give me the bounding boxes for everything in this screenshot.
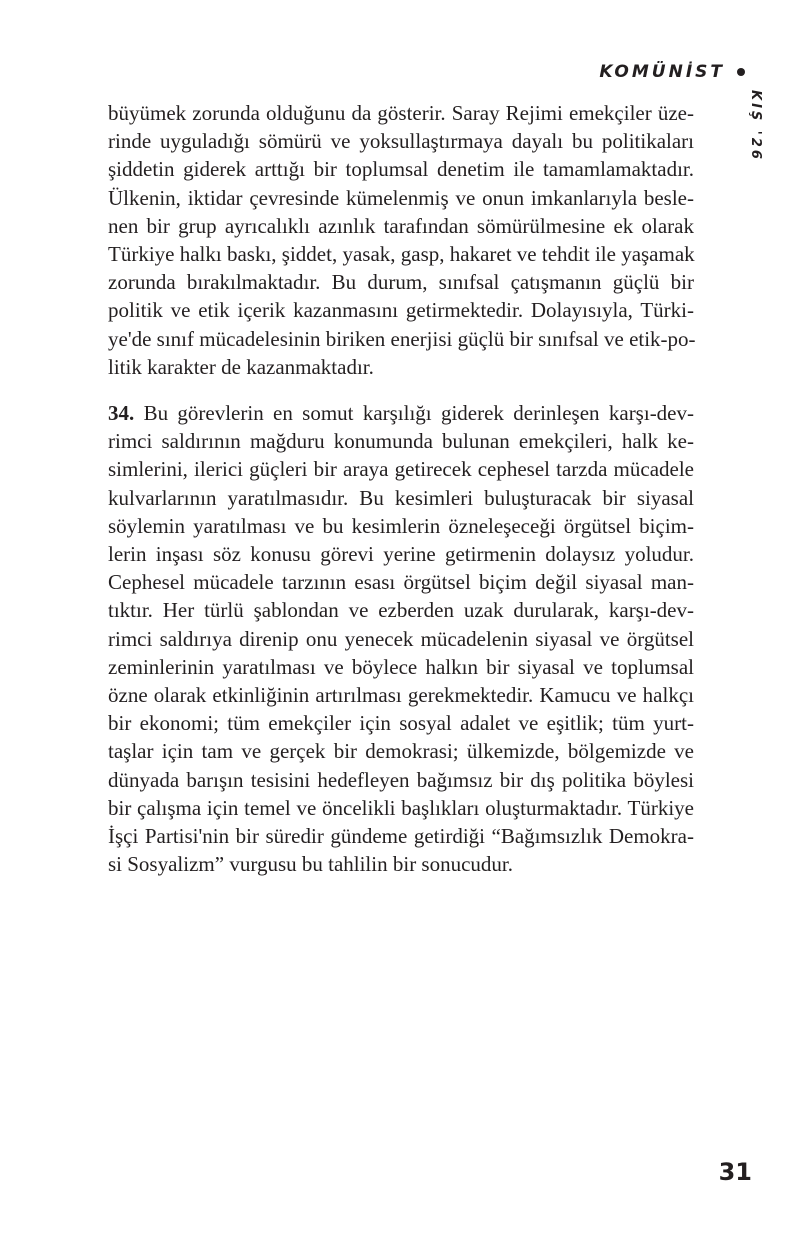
- text-line-first: [108, 399, 694, 427]
- text-line: büyümek zorunda olduğunu da gösterir. Saray Rejimi emekçiler üze-: [108, 101, 694, 125]
- text-line: zorunda bırakılmaktadır. Bu durum, sınıfsal çatışmanın güçlü bir: [108, 270, 694, 295]
- text-line: rimci saldırının mağduru konumunda bulunan emekçileri, halk ke-: [108, 429, 694, 454]
- text-line: Türkiye halkı baskı, şiddet, yasak, gasp, hakaret ve tehdit ile yaşamak: [108, 242, 695, 267]
- paragraph-34: [108, 399, 694, 878]
- text-line: bir ekonomi; tüm emekçiler için sosyal adalet ve eşitlik; tüm yurt-: [108, 711, 694, 736]
- text-line: ye'de sınıf mücadelesinin biriken enerjisi güçlü bir sınıfsal ve etik-po-: [108, 326, 696, 351]
- text-line: söylemin yaratılması ve bu kesimlerin özneleşeceği örgütsel biçim-: [108, 513, 694, 538]
- text-line: dünyada barışın tesisini hedefleyen bağımsız bir dış politika böylesi: [108, 767, 694, 792]
- text-line: nen bir grup ayrıcalıklı azınlık tarafından sömürülmesine ek olarak: [108, 213, 694, 238]
- publication-title: KOMÜNİST: [599, 62, 725, 82]
- text-line: İşçi Partisi'nin bir süredir gündeme getirdiği “Bağımsızlık Demokra-: [108, 824, 694, 849]
- text-line: rimci saldırıya direnip onu yenecek mücadelenin siyasal ve örgütsel: [108, 626, 694, 651]
- text-line: litik karakter de kazanmaktadır.: [108, 354, 374, 379]
- bullet-dot-icon: [737, 68, 745, 76]
- text-line: şiddetin giderek arttığı bir toplumsal denetim ile tamamlamaktadır.: [108, 157, 694, 182]
- text-line: politik ve etik içerik kazanmasını getirmektedir. Dolayısıyla, Türki-: [108, 298, 694, 323]
- text-line: zeminlerinin yaratılması ve böylece halkın bir siyasal ve toplumsal: [108, 654, 694, 679]
- text-line: rinde uyguladığı sömürü ve yoksullaştırmaya dayalı bu politikaları: [108, 129, 694, 154]
- text-line: simlerini, ilerici güçleri bir araya getirecek cephesel tarzda mücadele: [108, 457, 694, 482]
- text-line: Ülkenin, iktidar çevresinde kümelenmiş ve onun imkanlarıyla besle-: [108, 185, 694, 210]
- body-text: [108, 99, 694, 878]
- text-line: tıktır. Her türlü şablondan ve ezberden uzak durularak, karşı-dev-: [108, 598, 694, 623]
- issue-label: KIŞ '26: [748, 90, 763, 162]
- paragraph-spacer: [108, 381, 694, 399]
- text-line: taşlar için tam ve gerçek bir demokrasi; ülkemizde, bölgemizde ve: [108, 739, 694, 764]
- paragraph-number: 34.: [108, 401, 135, 426]
- text-line: Cephesel mücadele tarzının esası örgütsel biçim değil siyasal man-: [108, 570, 694, 595]
- paragraph-continued: [108, 99, 694, 381]
- text-line: lerin inşası söz konusu görevi yerine getirmenin dolaysız yoludur.: [108, 542, 694, 567]
- text-line: si Sosyalizm” vurgusu bu tahlilin bir sonucudur.: [108, 852, 514, 877]
- text-line: kulvarlarının yaratılmasıdır. Bu kesimleri buluşturacak bir siyasal: [108, 485, 694, 510]
- text-line: bir çalışma için temel ve öncelikli başlıkları oluşturmaktadır. Türkiye: [108, 795, 694, 820]
- text-line: özne olarak etkinliğinin artırılması gerekmektedir. Kamucu ve halkçı: [108, 683, 694, 708]
- running-head: [599, 62, 745, 82]
- text-line-content: Bu görevlerin en somut karşılığı giderek derinleşen karşı-dev-: [134, 401, 694, 426]
- page-number: 31: [718, 1158, 752, 1186]
